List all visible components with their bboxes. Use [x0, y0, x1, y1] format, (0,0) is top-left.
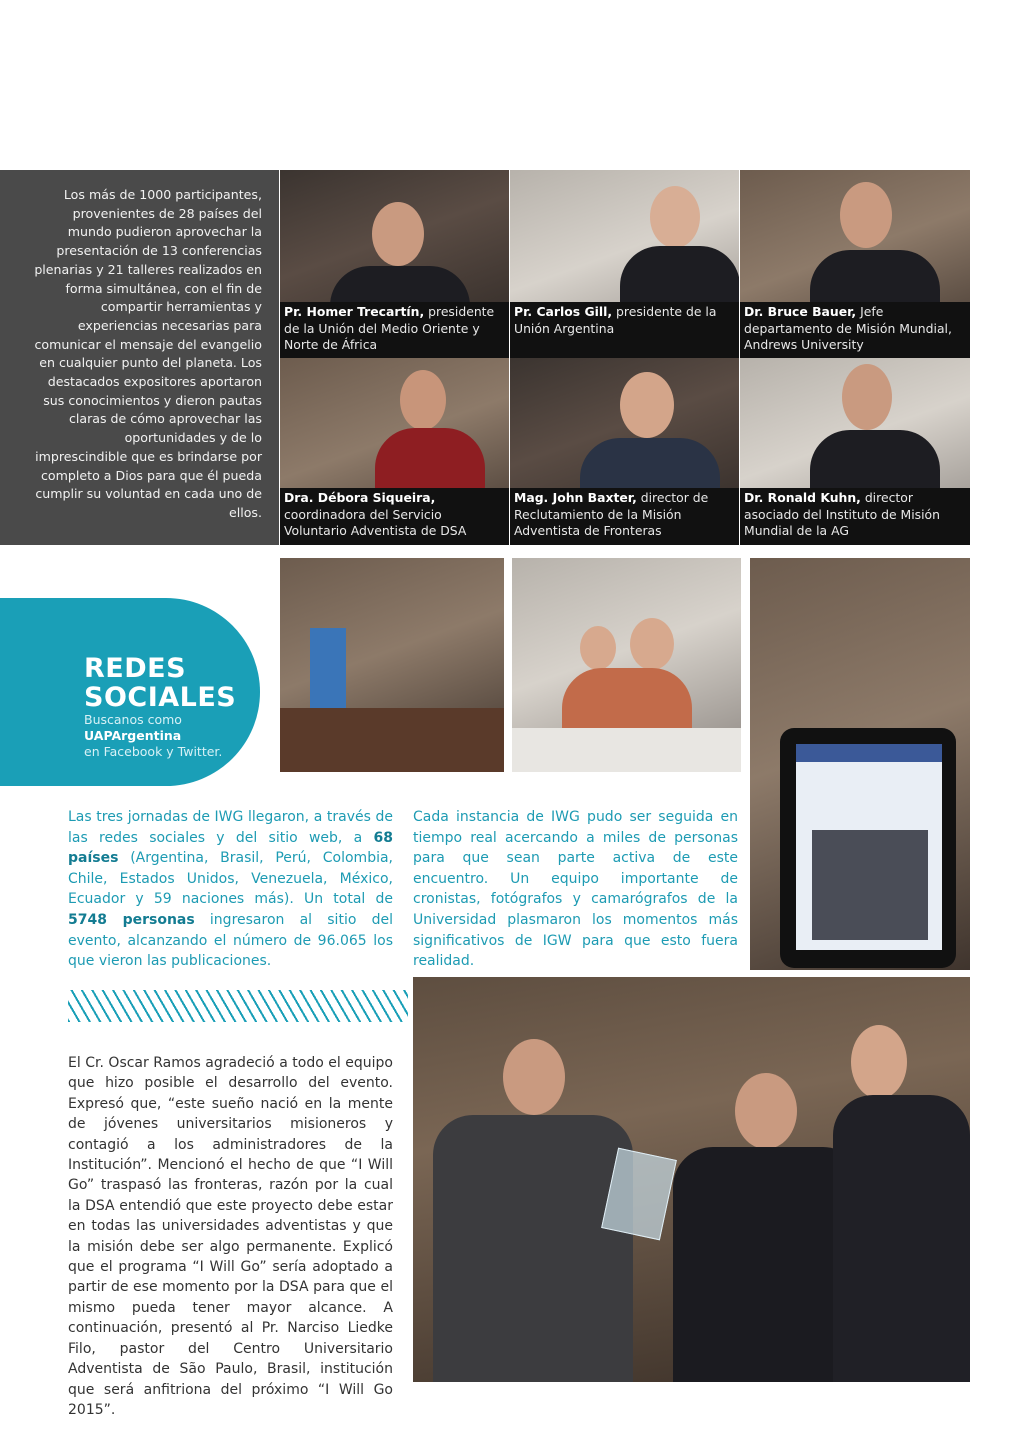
media-team-photo	[512, 558, 741, 772]
intro-text: Los más de 1000 participantes, provenientes de 28 países del mundo pudieron aprovechar la presentación de 13 conferencias plenarias y 21 talleres realizados en forma simultánea, con el fin de compartir herramientas y experiencias necesarias para comunicar el mensaje del evangelio en cualquier punto del planeta. Los destacados expositores aportaron sus conocimientos y dieron pautas claras de cómo aprovechar las oportunidades y de lo imprescindible que es brindarse por completo a Dios para que él pueda cumplir su voluntad en cada uno de ellos.	[34, 187, 262, 520]
speaker-caption-4: Dra. Débora Siqueira, coordinadora del Servicio Voluntario Adventista de DSA	[280, 488, 509, 545]
speaker-caption-1: Pr. Homer Trecartín, presidente de la Unión del Medio Oriente y Norte de África	[280, 302, 509, 358]
social-handle: UAPArgentina	[84, 728, 182, 743]
event-hall-photo	[280, 558, 504, 772]
reach-paragraph: Las tres jornadas de IWG llegaron, a través de las redes sociales y del sitio web, a 68 países (Argentina, Brasil, Perú, Colombia, Chile, Estados Unidos, Venezuela, México, Ecuador y 59 naciones más). Un total de 5748 personas ingresaron al sitio del evento, alcanzando el número de 96.065 los que vieron las publicaciones.	[68, 809, 393, 970]
speaker-caption-2: Pr. Carlos Gill, presidente de la Unión Argentina	[510, 302, 739, 358]
redes-sociales-subtitle: Buscanos como UAPArgentina en Facebook y Twitter.	[84, 712, 223, 759]
redes-sociales-title: REDES SOCIALES	[84, 653, 237, 713]
speaker-caption-6: Dr. Ronald Kuhn, director asociado del Instituto de Misión Mundial de la AG	[740, 488, 970, 545]
speaker-caption-3: Dr. Bruce Bauer, Jefe departamento de Misión Mundial, Andrews University	[740, 302, 970, 358]
stripe-divider	[68, 990, 408, 1022]
tablet-photo	[750, 558, 970, 970]
speaker-caption-5: Mag. John Baxter, director de Reclutamiento de la Misión Adventista de Fronteras	[510, 488, 739, 545]
coverage-paragraph: Cada instancia de IWG pudo ser seguida en tiempo real acercando a miles de personas para que sean parte activa de este encuentro. Un equipo importante de cronistas, fotógrafos y camarógrafos de la Universidad plasmaron los momentos más significativos de IGW para que esto fuera realidad.	[413, 809, 738, 970]
award-ceremony-photo	[413, 977, 970, 1382]
closing-paragraph: El Cr. Oscar Ramos agradeció a todo el equipo que hizo posible el desarrollo del evento. Expresó que, “este sueño nació en la mente de jóvenes universitarios misioneros y contagió a los administradores de la Institución”. Mencionó el hecho de que “I Will Go” traspasó las fronteras, razón por la cual la DSA entendió que este proyecto debe estar en todas las universidades adventistas y que la misión debe ser algo permanente. Explicó que el programa “I Will Go” sería adoptado a partir de ese momento por la DSA para que el mismo pueda tener mayor alcance. A continuación, presentó al Pr. Narciso Liedke Filo, pastor del Centro Universitario Adventista de São Paulo, Brasil, institución que será anfitriona del próximo “I Will Go 2015”.	[68, 1055, 393, 1418]
